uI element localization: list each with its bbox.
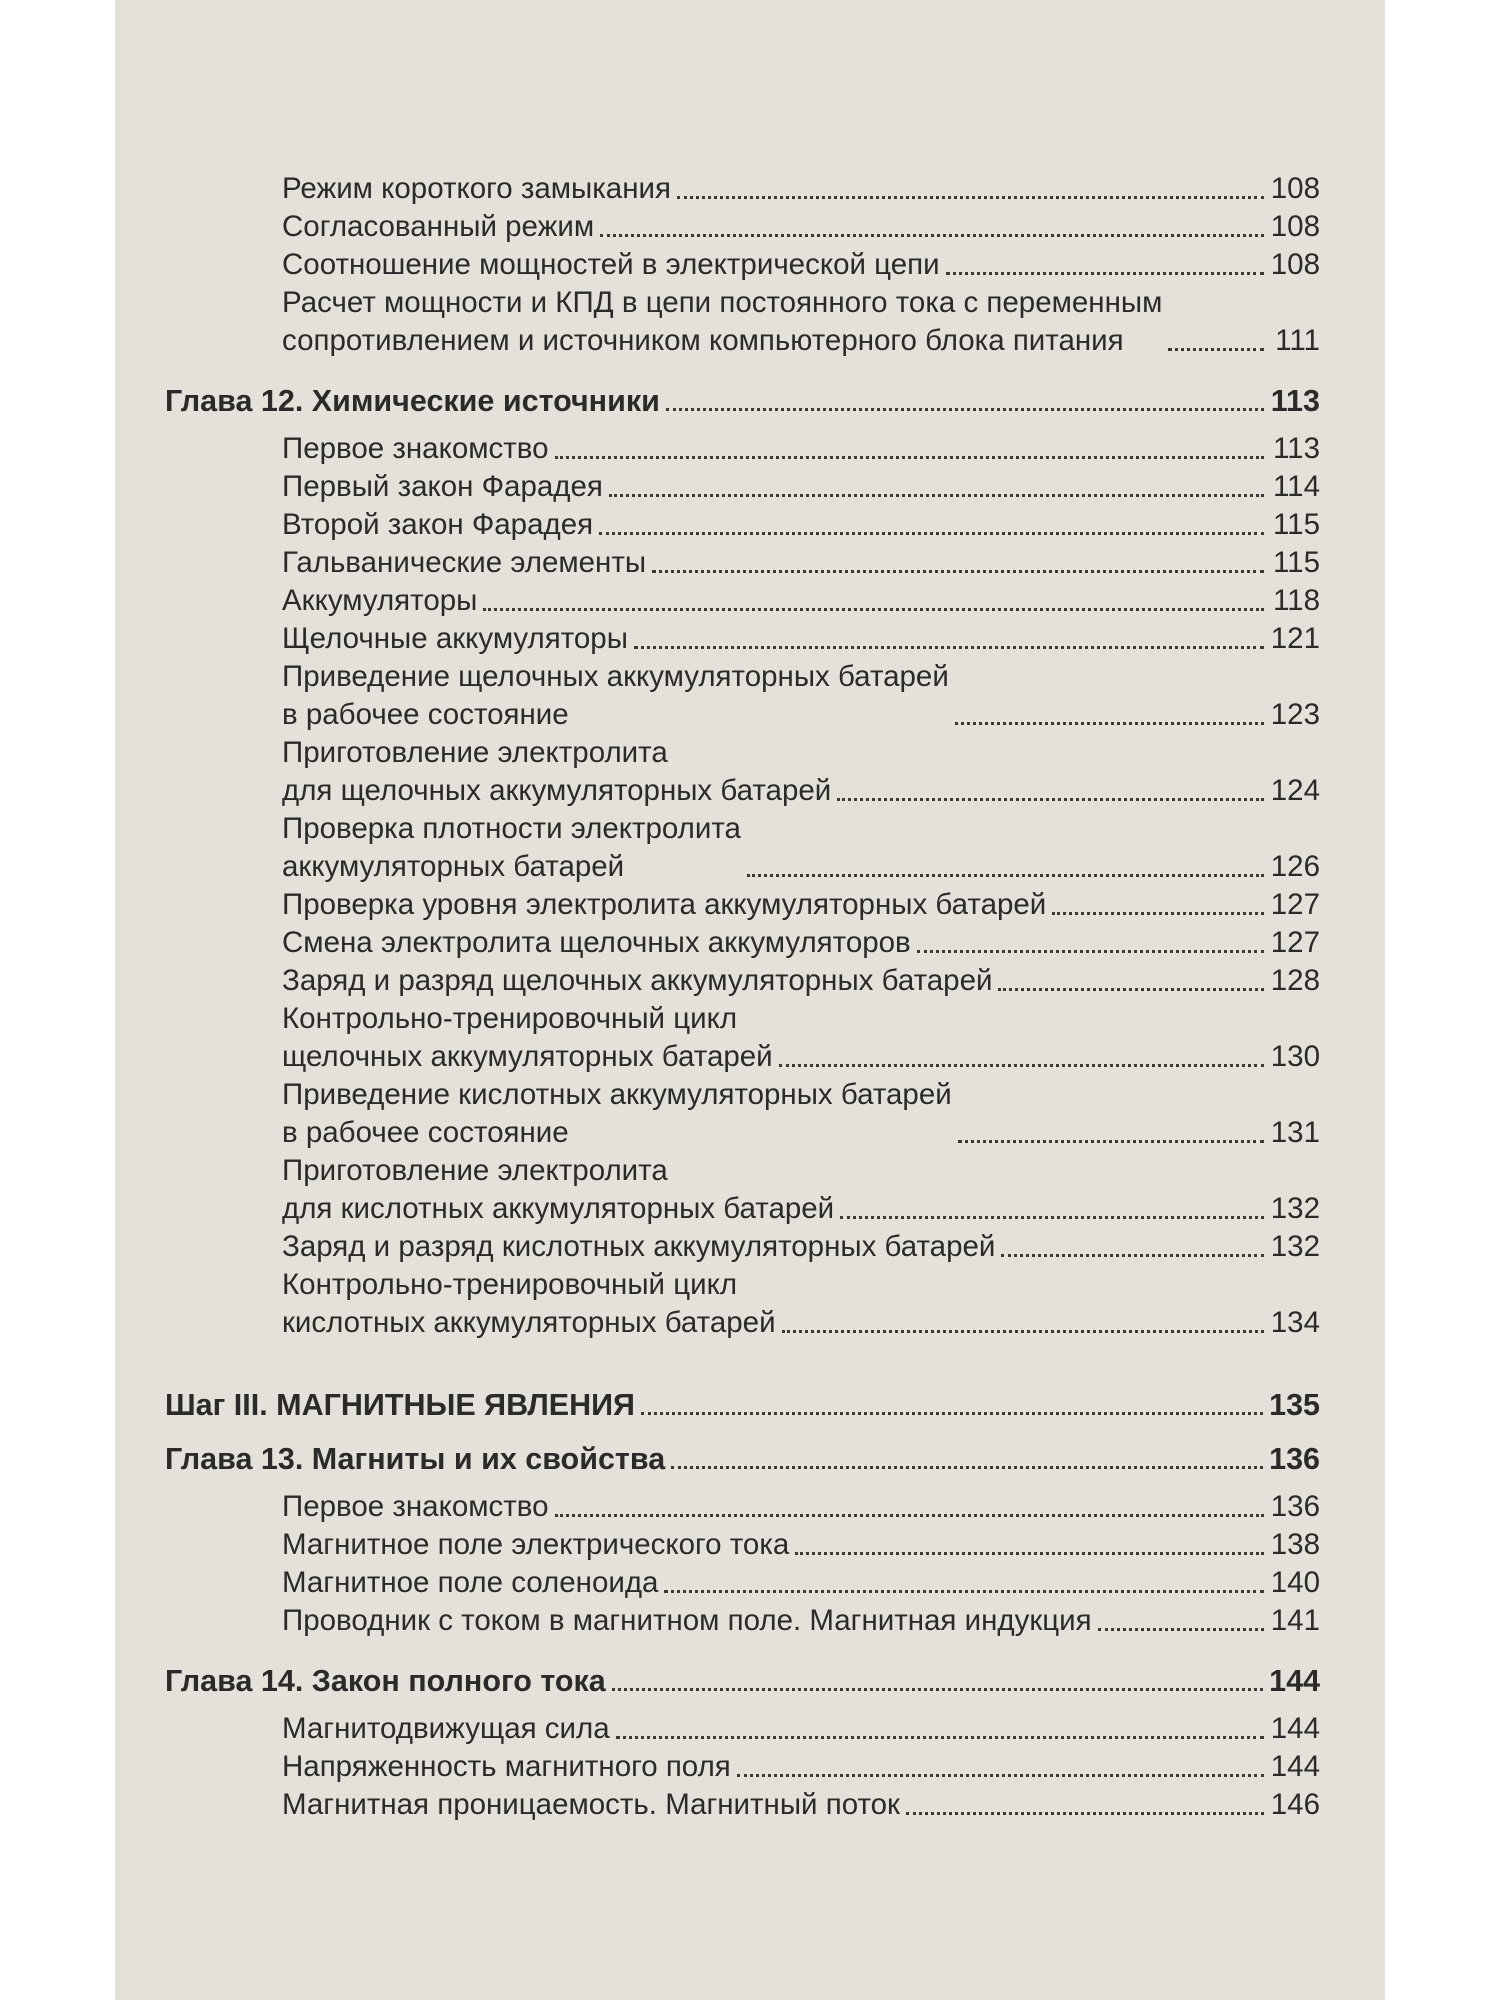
dot-leader [666, 408, 1264, 411]
toc-page-number: 127 [1270, 926, 1320, 959]
toc-page-number: 138 [1270, 1528, 1320, 1561]
toc-page-number: 144 [1270, 1750, 1320, 1783]
toc-entry-title [282, 1748, 731, 1786]
toc-page-number: 136 [1269, 1442, 1320, 1476]
toc-entry-title [282, 506, 593, 544]
toc-page-number: 146 [1270, 1788, 1320, 1821]
toc-section-entry [165, 506, 1320, 544]
dot-leader [599, 532, 1264, 535]
toc-entry-title [282, 1526, 789, 1564]
toc-section-entry [165, 734, 1320, 810]
toc-page-number: 140 [1270, 1566, 1320, 1599]
dot-leader [664, 1590, 1264, 1593]
toc-page-number: 118 [1272, 584, 1320, 617]
toc-entry-title [282, 544, 646, 582]
toc-entry-title [282, 1076, 952, 1152]
toc-section-entry [165, 1748, 1320, 1786]
toc-entry-title-line: Расчет мощности и КПД в цепи постоянного тока с переменным [282, 286, 1163, 319]
toc-section-entry [165, 924, 1320, 962]
toc-page-number: 132 [1270, 1230, 1320, 1263]
dot-leader [906, 1812, 1264, 1815]
toc-entry-title-line: Шаг III. МАГНИТНЫЕ ЯВЛЕНИЯ [165, 1388, 635, 1422]
dot-leader [555, 456, 1264, 459]
toc-entry-title-line: для щелочных аккумуляторных батарей [282, 774, 832, 807]
toc-entry-title [282, 924, 911, 962]
toc-entry-title-line: Глава 14. Закон полного тока [165, 1664, 606, 1698]
dot-leader [677, 196, 1264, 199]
toc-section-entry [165, 582, 1320, 620]
dot-leader [1168, 348, 1264, 351]
toc-section-entry [165, 658, 1320, 734]
toc-entry-title [282, 246, 940, 284]
toc-section-entry [165, 1488, 1320, 1526]
toc-entry-title [165, 382, 660, 420]
toc-page-number: 115 [1272, 546, 1320, 579]
dot-leader [612, 1688, 1263, 1691]
toc-entry-title [165, 1386, 635, 1424]
toc-entry-title-line: Магнитодвижущая сила [282, 1712, 610, 1745]
toc-section-entry [165, 1152, 1320, 1228]
toc-page-number: 127 [1270, 888, 1320, 921]
toc-page-number: 126 [1270, 850, 1320, 883]
toc-entry-title-line: аккумуляторных батарей [282, 850, 625, 883]
toc-page-number: 114 [1272, 470, 1320, 503]
toc-entry-title [165, 1440, 665, 1478]
toc-entry-title-line: Первый закон Фарадея [282, 470, 603, 503]
toc-entry-title-line: Первое знакомство [282, 1490, 549, 1523]
toc-entry-title [282, 886, 1046, 924]
toc-entry-title-line: Магнитное поле соленоида [282, 1566, 659, 1599]
toc-page-number: 130 [1270, 1040, 1320, 1073]
toc-entry-title-line: сопротивлением и источником компьютерного блока питания [282, 324, 1124, 357]
toc-entry-title-line: Контрольно-тренировочный цикл [282, 1268, 738, 1301]
dot-leader [1001, 1254, 1264, 1257]
toc-entry-title-line: в рабочее состояние [282, 698, 569, 731]
dot-leader [1052, 912, 1264, 915]
toc-page-number: 121 [1270, 622, 1320, 655]
dot-leader [917, 950, 1264, 953]
toc-entry-title-line: Контрольно-тренировочный цикл [282, 1002, 738, 1035]
toc-section-entry [165, 544, 1320, 582]
dot-leader [641, 1412, 1263, 1415]
dot-leader [652, 570, 1264, 573]
toc-entry-title-line: для кислотных аккумуляторных батарей [282, 1192, 835, 1225]
toc-section-entry [165, 170, 1320, 208]
dot-leader [840, 1216, 1264, 1219]
toc-page-number: 123 [1270, 698, 1320, 731]
toc-page-number: 111 [1275, 324, 1320, 357]
toc-chapter-entry [165, 1440, 1320, 1478]
toc-page-number: 108 [1270, 172, 1320, 205]
toc-entry-title [282, 468, 603, 506]
toc-entry-title-line: Первое знакомство [282, 432, 549, 465]
toc-entry-title [282, 1488, 549, 1526]
toc-section-entry [165, 1786, 1320, 1824]
dot-leader [1098, 1628, 1264, 1631]
toc-page-number: 124 [1270, 774, 1320, 807]
toc-section-entry [165, 1266, 1320, 1342]
toc-entry-title [282, 620, 628, 658]
toc-page-number: 132 [1270, 1192, 1320, 1225]
dot-leader [609, 494, 1264, 497]
toc-entry-title-line: Магнитное поле электрического тока [282, 1528, 790, 1561]
dot-leader [998, 988, 1264, 991]
toc-section-entry [165, 284, 1320, 360]
toc-page-number: 134 [1270, 1306, 1320, 1339]
dot-leader [483, 608, 1264, 611]
toc-entry-title-line: Смена электролита щелочных аккумуляторов [282, 926, 911, 959]
toc-entry-title [282, 810, 741, 886]
toc-page-number: 136 [1270, 1490, 1320, 1523]
toc-page-number: 113 [1270, 384, 1320, 418]
toc-chapter-entry [165, 382, 1320, 420]
dot-leader [671, 1466, 1263, 1469]
toc-page-number: 141 [1270, 1604, 1320, 1637]
toc-chapter-entry [165, 1662, 1320, 1700]
toc-page-number: 113 [1272, 432, 1320, 465]
toc-section-entry [165, 810, 1320, 886]
dot-leader [747, 874, 1264, 877]
dot-leader [779, 1064, 1264, 1067]
dot-leader [616, 1736, 1264, 1739]
toc-entry-title-line: Соотношение мощностей в электрической цепи [282, 248, 940, 281]
toc-chapter-entry [165, 1386, 1320, 1424]
toc-entry-title [165, 1662, 606, 1700]
toc-entry-title-line: Глава 13. Магниты и их свойства [165, 1442, 666, 1476]
toc-entry-title [282, 1564, 658, 1602]
toc-entry-title [282, 658, 949, 734]
toc-section-entry [165, 1526, 1320, 1564]
toc-section-entry [165, 468, 1320, 506]
toc-page-number: 131 [1270, 1116, 1320, 1149]
toc-entry-title [282, 1000, 773, 1076]
toc-entry-title [282, 962, 992, 1000]
toc-entry-title [282, 582, 477, 620]
toc-section-entry [165, 430, 1320, 468]
toc-entry-title-line: Заряд и разряд щелочных аккумуляторных батарей [282, 964, 993, 997]
toc-section-entry [165, 1228, 1320, 1266]
toc-section-entry [165, 1000, 1320, 1076]
toc-entry-title-line: Аккумуляторы [282, 584, 478, 617]
dot-leader [795, 1552, 1264, 1555]
toc-entry-title [282, 1710, 610, 1748]
dot-leader [737, 1774, 1264, 1777]
toc-entry-title-line: Приведение щелочных аккумуляторных батарей [282, 660, 949, 693]
toc-entry-title-line: Приготовление электролита [282, 1154, 668, 1187]
toc-section-entry [165, 208, 1320, 246]
toc-entry-title-line: Приведение кислотных аккумуляторных батарей [282, 1078, 952, 1111]
toc-entry-title-line: Режим короткого замыкания [282, 172, 671, 205]
toc-entry-title [282, 170, 671, 208]
toc-section-entry [165, 1710, 1320, 1748]
toc-entry-title-line: Напряженность магнитного поля [282, 1750, 731, 1783]
dot-leader [600, 234, 1264, 237]
toc-entry-title [282, 208, 594, 246]
toc-entry-title [282, 1152, 834, 1228]
toc-section-entry [165, 1602, 1320, 1640]
toc-entry-title-line: Второй закон Фарадея [282, 508, 594, 541]
toc-page-number: 135 [1269, 1388, 1320, 1422]
toc-section-entry [165, 962, 1320, 1000]
toc-entry-title-line: щелочных аккумуляторных батарей [282, 1040, 773, 1073]
dot-leader [837, 798, 1264, 801]
toc-section-entry [165, 620, 1320, 658]
dot-leader [955, 722, 1264, 725]
toc-entry-title-line: Щелочные аккумуляторы [282, 622, 628, 655]
toc-entry-title-line: Согласованный режим [282, 210, 595, 243]
toc-entry-title [282, 1266, 776, 1342]
toc-page-number: 128 [1270, 964, 1320, 997]
toc-entry-title-line: Заряд и разряд кислотных аккумуляторных батарей [282, 1230, 996, 1263]
toc-entry-title-line: Магнитная проницаемость. Магнитный поток [282, 1788, 900, 1821]
dot-leader [946, 272, 1264, 275]
toc-entry-title [282, 430, 549, 468]
toc-section-entry [165, 886, 1320, 924]
toc-section-entry [165, 1564, 1320, 1602]
toc-entry-title-line: Гальванические элементы [282, 546, 647, 579]
toc-entry-title-line: кислотных аккумуляторных батарей [282, 1306, 776, 1339]
toc-entry-title-line: Глава 12. Химические источники [165, 384, 660, 418]
toc-page-number: 108 [1270, 248, 1320, 281]
toc-section-entry [165, 1076, 1320, 1152]
table-of-contents [165, 170, 1320, 1824]
dot-leader [782, 1330, 1264, 1333]
toc-section-entry [165, 246, 1320, 284]
toc-page-number: 115 [1272, 508, 1320, 541]
toc-entry-title-line: в рабочее состояние [282, 1116, 569, 1149]
toc-page-number: 144 [1269, 1664, 1320, 1698]
toc-entry-title [282, 1602, 1092, 1640]
toc-page-number: 108 [1270, 210, 1320, 243]
toc-entry-title [282, 284, 1162, 360]
dot-leader [634, 646, 1264, 649]
toc-entry-title-line: Проверка уровня электролита аккумуляторных батарей [282, 888, 1047, 921]
book-page [115, 0, 1385, 2000]
toc-page-number: 144 [1270, 1712, 1320, 1745]
toc-entry-title-line: Приготовление электролита [282, 736, 668, 769]
toc-entry-title-line: Проверка плотности электролита [282, 812, 741, 845]
toc-entry-title [282, 1786, 900, 1824]
toc-entry-title-line: Проводник с током в магнитном поле. Магнитная индукция [282, 1604, 1092, 1637]
toc-entry-title [282, 734, 831, 810]
dot-leader [958, 1140, 1264, 1143]
dot-leader [555, 1514, 1264, 1517]
toc-entry-title [282, 1228, 995, 1266]
